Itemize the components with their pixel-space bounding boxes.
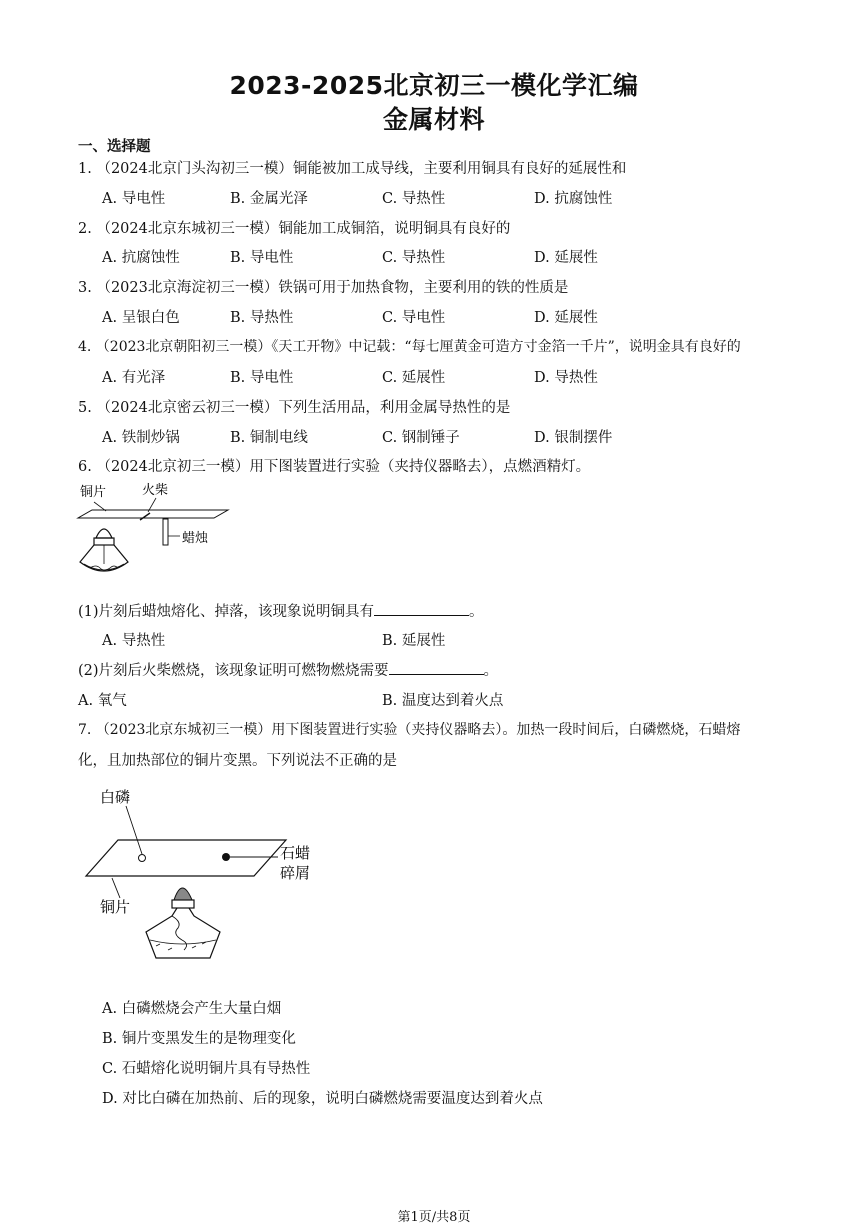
question-4-option-d[interactable]: D. 导热性 [534,370,598,386]
question-7-option-a[interactable]: A. 白磷燃烧会产生大量白烟 [102,1001,282,1017]
question-4-stem: 4. （2023北京朝阳初三一模）《天工开物》中记载：“每七厘黄金可造方寸金箔一千片”，说明金具有良好的 [78,339,741,355]
question-7-apparatus-figure [82,784,322,966]
question-4-option-c[interactable]: C. 延展性 [382,370,446,386]
question-7-option-c[interactable]: C. 石蜡熔化说明铜片具有导热性 [102,1061,311,1077]
question-3-option-d[interactable]: D. 延展性 [534,310,598,326]
page-title: 2023-2025北京初三一模化学汇编 [229,71,639,100]
question-7-option-b[interactable]: B. 铜片变黑发生的是物理变化 [102,1031,296,1047]
question-7-stem-line1: 7. （2023北京东城初三一模）用下图装置进行实验（夹持仪器略去）。加热一段时间后，白磷燃烧，石蜡熔 [78,722,741,738]
question-1-option-d[interactable]: D. 抗腐蚀性 [534,191,613,207]
question-5-option-b[interactable]: B. 铜制电线 [230,430,308,446]
question-2-option-a[interactable]: A. 抗腐蚀性 [102,250,180,266]
question-7-option-d[interactable]: D. 对比白磷在加热前、后的现象，说明白磷燃烧需要温度达到着火点 [102,1091,543,1107]
answer-blank-1[interactable] [374,603,469,616]
section-heading: 一、选择题 [78,138,151,155]
match-stick [140,513,150,520]
copper-plate [78,510,228,518]
question-5-stem: 5. （2024北京密云初三一模）下列生活用品，利用金属导热性的是 [78,400,511,416]
question-3-stem: 3. （2023北京海淀初三一模）铁锅可用于加热食物，主要利用的铁的性质是 [78,280,569,296]
question-2-option-d[interactable]: D. 延展性 [534,250,598,266]
question-7-stem-line2: 化，且加热部位的铜片变黑。下列说法不正确的是 [78,753,397,769]
question-3-option-a[interactable]: A. 呈银白色 [102,310,180,326]
question-3-option-b[interactable]: B. 导热性 [230,310,294,326]
question-4-option-a[interactable]: A. 有光泽 [102,370,166,386]
lamp-cap [174,888,192,900]
copper-plate [86,840,286,876]
lamp-wick [172,916,187,950]
question-2-option-b[interactable]: B. 导电性 [230,250,294,266]
question-1-option-b[interactable]: B. 金属光泽 [230,191,308,207]
paraffin-chips [222,853,230,861]
question-6-stem: 6. （2024北京初三一模）用下图装置进行实验（夹持仪器略去），点燃酒精灯。 [78,459,591,475]
figure-label-match: 火柴 [142,483,169,498]
lamp-cap [96,529,112,538]
alcohol-lamp [146,908,220,958]
question-5-option-d[interactable]: D. 银制摆件 [534,430,613,446]
figure-label-wax-line2: 碎屑 [280,864,311,882]
question-6-sub1-prompt: (1)片刻后蜡烛熔化、掉落，该现象说明铜具有 。 [78,604,484,620]
page-number-footer: 第1页/共8页 [397,1210,471,1225]
question-6-sub2-prompt: (2)片刻后火柴燃烧，该现象证明可燃物燃烧需要 。 [78,663,499,679]
question-1-stem: 1. （2024北京门头沟初三一模）铜能被加工成导线，主要利用铜具有良好的延展性和 [78,161,627,177]
question-5-option-a[interactable]: A. 铁制炒锅 [102,430,180,446]
question-4-option-b[interactable]: B. 导电性 [230,370,294,386]
figure-label-copper: 铜片 [80,485,107,500]
question-1-option-c[interactable]: C. 导热性 [382,191,446,207]
figure-label-phosphorus: 白磷 [100,788,131,806]
question-5-option-c[interactable]: C. 钢制锤子 [382,430,460,446]
question-6-apparatus-figure [76,480,236,590]
question-6-sub1-option-b[interactable]: B. 延展性 [382,633,446,649]
answer-blank-2[interactable] [389,662,484,675]
figure-label-copper: 铜片 [100,898,131,916]
figure-label-candle: 蜡烛 [182,531,209,546]
question-1-option-a[interactable]: A. 导电性 [102,191,166,207]
question-3-option-c[interactable]: C. 导电性 [382,310,446,326]
question-6-sub1-option-a[interactable]: A. 导热性 [102,633,166,649]
question-2-stem: 2. （2024北京东城初三一模）铜能加工成铜箔，说明铜具有良好的 [78,221,511,237]
question-6-sub2-option-b[interactable]: B. 温度达到着火点 [382,693,504,709]
candle [163,519,168,545]
question-6-sub2-option-a[interactable]: A. 氧气 [78,693,127,709]
white-phosphorus [139,855,146,862]
page-subtitle: 金属材料 [382,105,485,134]
figure-label-wax-line1: 石蜡 [280,844,311,862]
question-2-option-c[interactable]: C. 导热性 [382,250,446,266]
